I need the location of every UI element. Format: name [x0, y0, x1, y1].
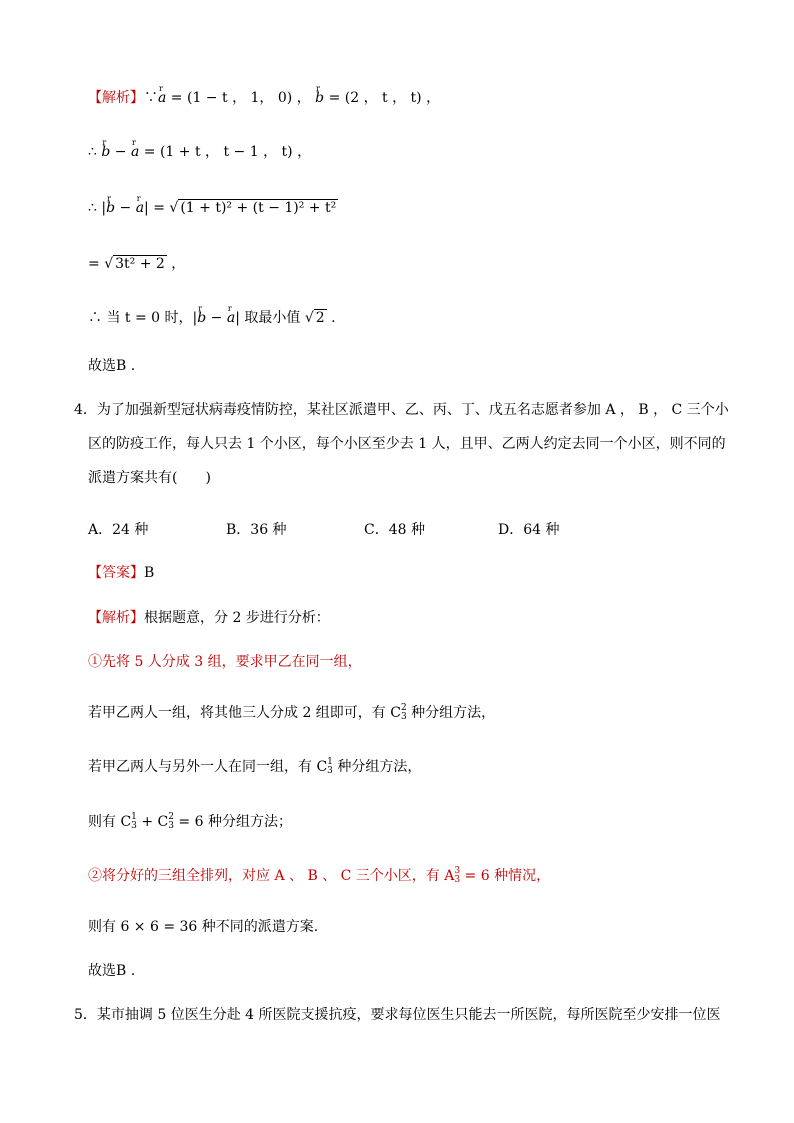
- q4-stem-line-3: 派遣方案共有( ): [88, 470, 211, 486]
- q4-stem-line-2: 区的防疫工作，每人只去 1 个小区，每个小区至少去 1 人，且甲、乙两人约定去同一个小区，则不同的: [88, 436, 726, 452]
- sqrt-expression: √ 2: [304, 310, 325, 326]
- option-d: D．64 种: [498, 522, 560, 538]
- sol4-total: 则有 6 × 6 = 36 种不同的派遣方案.: [88, 919, 319, 935]
- sol3-conclusion: 故选B .: [88, 358, 136, 374]
- sol4-step-1: ①先将 5 人分成 3 组，要求甲乙在同一组，: [88, 654, 362, 670]
- option-b: B．36 种: [226, 522, 287, 538]
- sol3-line-4: = √ 3t² + 2 ，: [88, 256, 186, 272]
- sol4-case-2: 若甲乙两人与另外一人在同一组，有 C 1 3 种分组方法，: [88, 757, 422, 776]
- answer-tag: 【答案】: [88, 565, 144, 581]
- vector-b: r b: [101, 142, 110, 162]
- sol4-case-1: 若甲乙两人一组，将其他三人分成 2 组即可，有 C 2 3 种分组方法，: [88, 703, 496, 722]
- q4-options: [88, 519, 608, 539]
- option-c: C．48 种: [364, 522, 425, 538]
- option-a: A．24 种: [88, 522, 149, 538]
- vector-a: r a: [131, 142, 139, 162]
- sol4-intro: 【解析】根据题意，分 2 步进行分析：: [88, 610, 330, 626]
- sol3-line-5: ∴ 当 t = 0 时，|r b − r a| 取最小值 √ 2 .: [88, 308, 336, 328]
- q4-stem-line-1: 4．为了加强新型冠状病毒疫情防控，某社区派遣甲、乙、丙、丁、戊五名志愿者参加 A ， B ， C 三个小: [74, 402, 729, 418]
- sol4-conclusion: 故选B .: [88, 963, 136, 979]
- sol4-step-2: ②将分好的三组全排列，对应 A 、 B 、 C 三个小区，有 A 3 3 = 6 种情况，: [88, 866, 551, 885]
- sol3-line-3: ∴ |r b − r a| = √ (1 + t)² + (t − 1)² + t²: [88, 198, 338, 218]
- answer-value: B: [144, 565, 155, 581]
- sqrt-expression: √ 3t² + 2: [104, 256, 165, 272]
- analysis-tag: 【解析】: [88, 610, 144, 626]
- q4-answer: [88, 563, 154, 583]
- vector-a: r a: [158, 88, 166, 108]
- sol3-line-1: 【解析】∵r a = (1 − t ， 1， 0) ， r b = (2 ， t ， t) ，: [88, 88, 440, 108]
- sol3-line-2: ∴ r b − r a = (1 + t ， t − 1 ， t) ，: [88, 142, 311, 162]
- analysis-tag: 【解析】: [88, 90, 144, 106]
- vector-b: r b: [315, 88, 324, 108]
- q5-stem-line-1: 5．某市抽调 5 位医生分赴 4 所医院支援抗疫，要求每位医生只能去一所医院，每所医院至少安排一位医: [74, 1007, 721, 1023]
- sol4-sum: 则有 C 1 3 + C 2 3 = 6 种分组方法；: [88, 812, 292, 831]
- sqrt-expression: √ (1 + t)² + (t − 1)² + t²: [169, 200, 337, 216]
